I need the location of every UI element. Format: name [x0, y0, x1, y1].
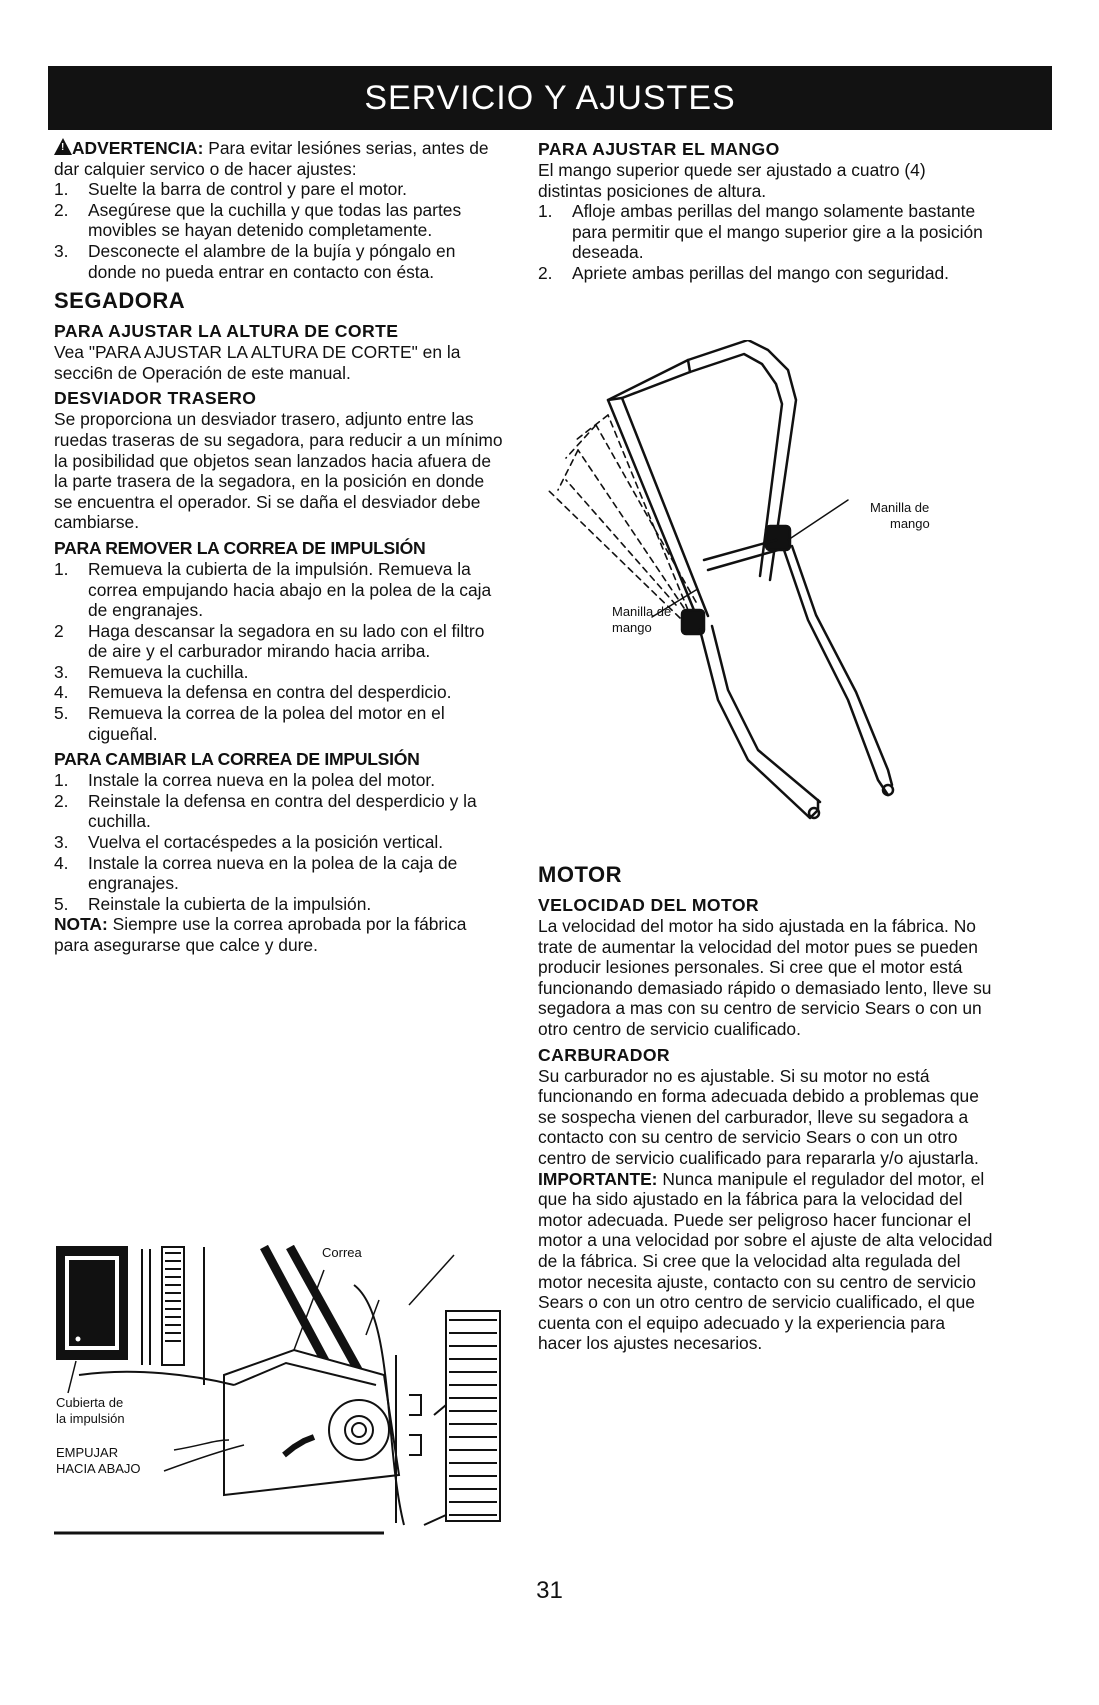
warning-label: ADVERTENCIA: — [72, 138, 204, 158]
list-item: 2 Haga descansar la segadora en su lado con el filtro de aire y el carburador mirando hacia arriba. — [54, 620, 485, 662]
handle-illustration — [548, 340, 978, 855]
cubierta-label-line1: Cubierta de — [56, 1395, 124, 1410]
empujar-label-line2: HACIA ABAJO — [56, 1461, 141, 1476]
list-item: 2. Reinstale la defensa en contra del desperdicio y la cuchilla. — [54, 790, 477, 832]
warning-intro: Para evitar lesiónes serias, antes de dar calquier servico o de hacer ajustes: — [54, 138, 489, 179]
warning-list — [54, 179, 504, 282]
desviador-text: Se proporciona un desviador trasero, adjunto entre las ruedas traseras de su segadora, para reducir a un mínimo la posibilidad que objetos sean lanzados hacia afuera de la parte trasera de la segadora, en la posición en donde se encuentra el operador. Si se daña el desviador debe cambiarse. — [54, 409, 503, 533]
page-title: SERVICIO Y AJUSTES — [48, 66, 1052, 130]
correa-label: Correa — [322, 1245, 362, 1260]
list-item: 4. Instale la correa nueva en la polea de la caja de engranajes. — [54, 852, 458, 894]
subheading-mango: PARA AJUSTAR EL MANGO — [538, 139, 780, 159]
subheading-carburador: CARBURADOR — [538, 1044, 671, 1065]
note-paragraph — [54, 914, 504, 955]
empujar-label-line1: EMPUJAR — [56, 1445, 119, 1460]
list-item: 1. Instale la correa nueva en la polea del motor. — [54, 770, 436, 791]
warning-triangle-icon: ! — [54, 138, 72, 155]
left-column — [54, 138, 504, 956]
list-item: 2. Asegúrese que la cuchilla y que todas las partes movibles se hayan detenido completamente. — [54, 199, 462, 241]
altura-text: Vea "PARA AJUSTAR LA ALTURA DE CORTE" en la secci6n de Operación de este manual. — [54, 342, 461, 383]
handle-knob-label-left-line2: mango — [612, 620, 652, 635]
mango-list — [538, 201, 993, 283]
note-label: NOTA: — [54, 914, 108, 935]
list-item: 3. Vuelva el cortacéspedes a la posición vertical. — [54, 832, 444, 853]
carburador-text: Su carburador no es ajustable. Si su motor no está funcionando en forma adecuada debido a problemas que se sospecha vienen del carburador, lleve su segadora a contacto con su centro de servicio Sears o con un otro centro de servicio cualificado para repararla y/o ajustarla. — [538, 1065, 979, 1168]
handle-figure — [548, 340, 978, 855]
motor-section — [538, 860, 993, 1354]
handle-knob-label-left-line1: Manilla de — [612, 604, 672, 619]
mango-intro: El mango superior quede ser ajustado a cuatro (4) distintas posiciones de altura. — [538, 160, 926, 201]
list-item: 4. Remueva la defensa en contra del desperdicio. — [54, 682, 452, 703]
velocidad-text: La velocidad del motor ha sido ajustada en la fábrica. No trate de aumentar la velocidad del motor pues se pueden producir lesiones personales. Si cree que el motor está funcionando demasiado rápido o demasiado lento, lleve su segadora a mas con su centro de servicio Sears o con un otro centro de servicio cualificado. — [538, 916, 992, 1039]
warning-paragraph — [54, 138, 504, 179]
section-heading-segadora: SEGADORA — [54, 288, 186, 314]
important-text: Nunca manipule el regulador del motor, el que ha sido ajustado en la fábrica para la velocidad del motor adecuada. Puede ser peligroso hacer funcionar el motor a una velocidad por sobre el ajuste de alta velocidad de la fábrica. Si cree que la velocidad alta regulada del motor necesita ajuste, contacto con su centro de servicio Sears o con un otro centro de servicio cualificado, el que cuenta con el equipo adecuado y la experiencia para hacer los ajustes necesarios. — [538, 1168, 993, 1354]
list-item: 3. Remueva la cuchilla. — [54, 661, 249, 682]
list-item: 1. Remueva la cubierta de la impulsión. Remueva la correa empujando hacia abajo en la polea de la caja de engranajes. — [54, 558, 492, 621]
subheading-cambiar-correa: PARA CAMBIAR LA CORREA DE IMPULSIÓN — [54, 749, 420, 770]
subheading-desviador: DESVIADOR TRASERO — [54, 388, 257, 409]
list-item: 2. Apriete ambas perillas del mango con seguridad. — [538, 262, 950, 283]
drive-belt-figure — [54, 1245, 502, 1535]
list-item: 1. Afloje ambas perillas del mango solamente bastante para permitir que el mango superior gire a la posición deseada. — [538, 201, 983, 263]
subheading-velocidad: VELOCIDAD DEL MOTOR — [538, 895, 760, 915]
note-text: Siempre use la correa aprobada por la fábrica para asegurarse que calce y dure. — [54, 914, 467, 955]
important-label: IMPORTANTE: — [538, 1168, 658, 1189]
drive-belt-illustration — [54, 1245, 502, 1535]
section-heading-motor: MOTOR — [538, 862, 622, 887]
subheading-altura: PARA AJUSTAR LA ALTURA DE CORTE — [54, 321, 399, 342]
list-item: 5. Reinstale la cubierta de la impulsión. — [54, 893, 372, 914]
list-item: 3. Desconecte el alambre de la bujía y póngalo en donde no pueda entrar en contacto con ésta. — [54, 240, 456, 282]
list-item: 5. Remueva la correa de la polea del motor en el cigueñal. — [54, 703, 445, 744]
cambiar-list — [54, 770, 504, 914]
right-column — [538, 138, 993, 284]
page-number: 31 — [536, 1577, 563, 1604]
remover-list — [54, 559, 504, 744]
handle-knob-label-right-line2: mango — [890, 516, 930, 531]
cubierta-label-line2: la impulsión — [56, 1411, 125, 1426]
list-item: 1. Suelte la barra de control y pare el motor. — [54, 179, 408, 200]
important-paragraph — [538, 1169, 993, 1354]
handle-knob-label-right-line1: Manilla de — [870, 500, 930, 515]
subheading-remover-correa: PARA REMOVER LA CORREA DE IMPULSIÓN — [54, 537, 426, 558]
